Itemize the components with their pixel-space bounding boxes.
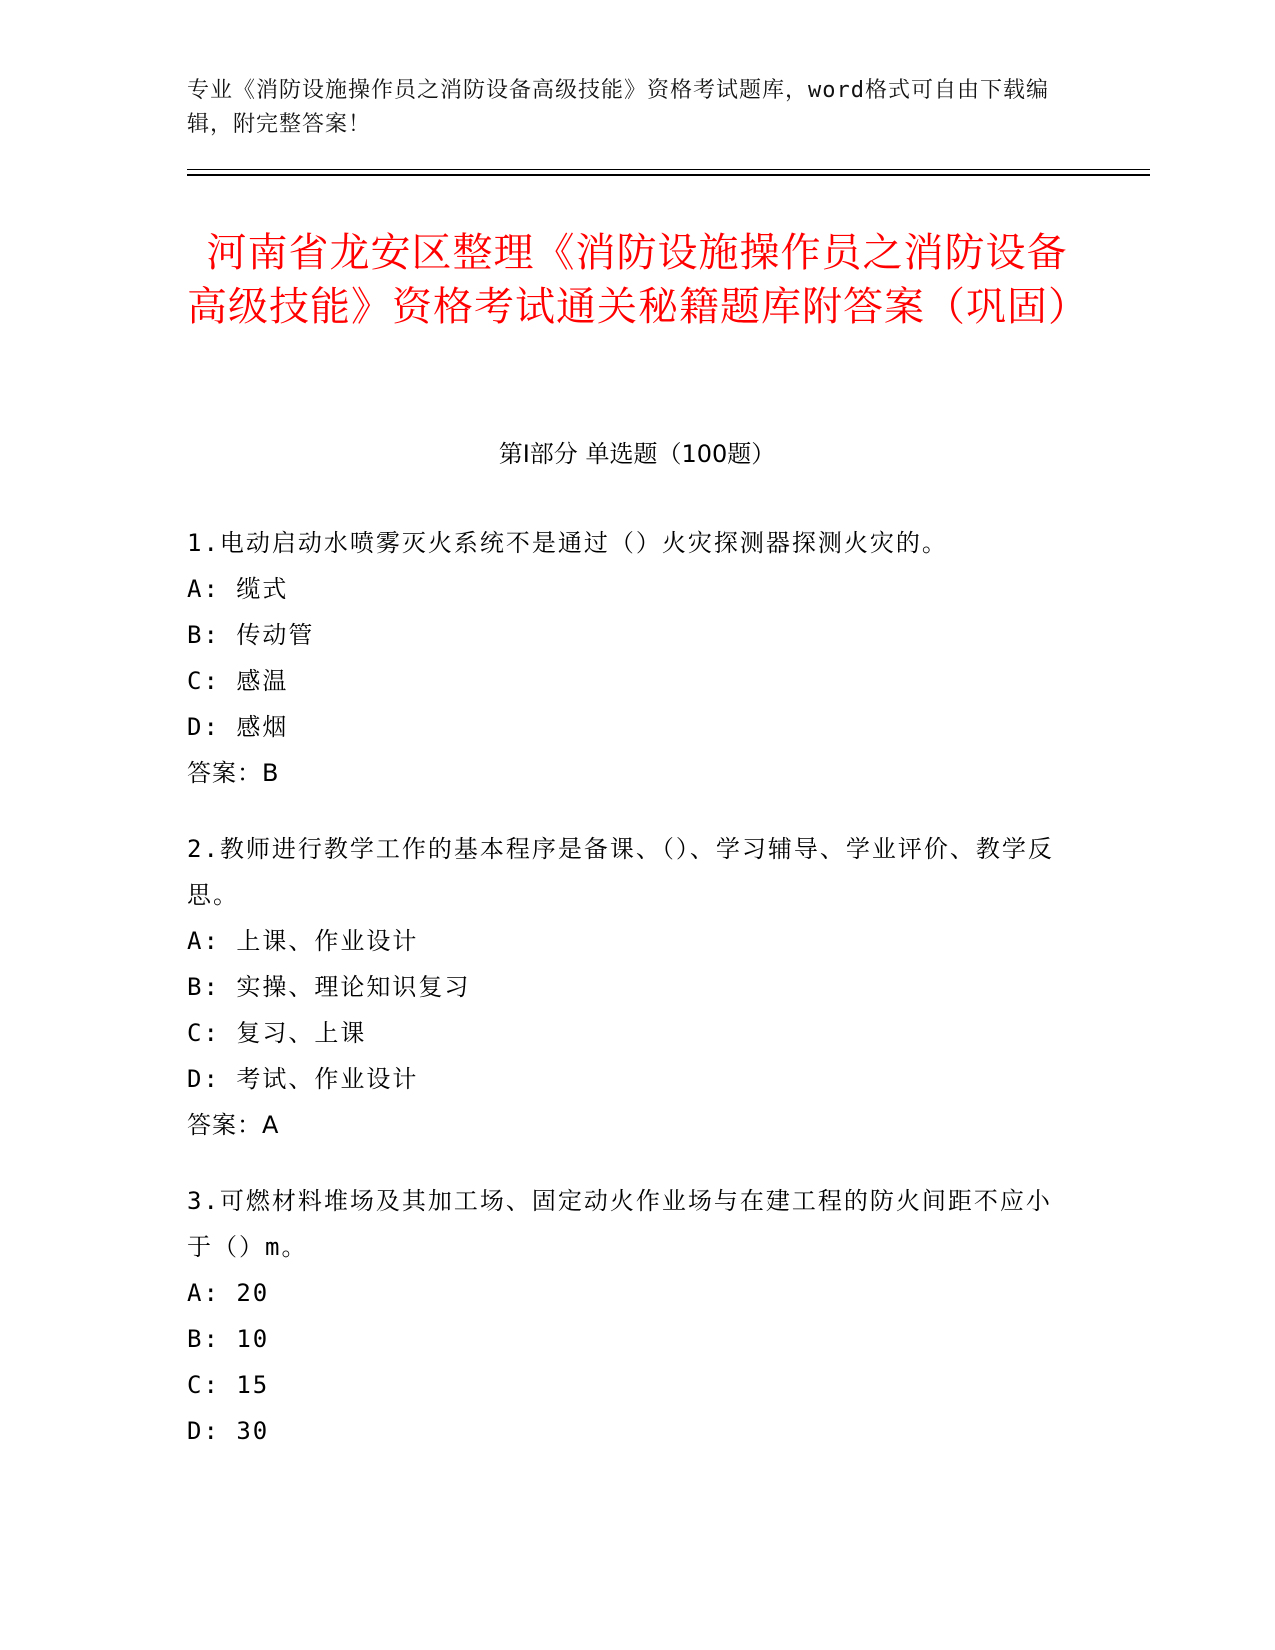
option-d: D: 考试、作业设计 — [187, 1065, 419, 1093]
option-c: C: 感温 — [187, 667, 289, 695]
question-2 — [187, 826, 1067, 1148]
header-note: 专业《消防设施操作员之消防设备高级技能》资格考试题库，word格式可自由下载编辑，附完整答案！ — [187, 78, 1049, 137]
answer-line: 答案：B — [187, 759, 280, 787]
option-c: C: 复习、上课 — [187, 1019, 367, 1047]
option-a: A: 上课、作业设计 — [187, 927, 419, 955]
option-b: B: 10 — [187, 1325, 270, 1353]
option-c: C: 15 — [187, 1371, 270, 1399]
question-3 — [187, 1178, 1067, 1454]
header-rule-thick — [187, 174, 1150, 176]
question-stem: 1.电动启动水喷雾灭火系统不是通过（）火灾探测器探测火灾的。 — [187, 529, 948, 557]
option-d: D: 30 — [187, 1417, 270, 1445]
question-list — [187, 520, 1067, 1484]
section-heading: 第Ⅰ部分 单选题（100题） — [498, 440, 776, 468]
option-b: B: 实操、理论知识复习 — [187, 973, 471, 1001]
document-title: 河南省龙安区整理《消防设施操作员之消防设备高级技能》资格考试通关秘籍题库附答案（巩固） — [187, 230, 1089, 330]
answer-line: 答案：A — [187, 1111, 280, 1139]
question-stem: 2.教师进行教学工作的基本程序是备课、（）、学习辅导、学业评价、教学反思。 — [187, 835, 1054, 909]
option-b: B: 传动管 — [187, 621, 315, 649]
question-stem: 3.可燃材料堆场及其加工场、固定动火作业场与在建工程的防火间距不应小于（）m。 — [187, 1187, 1052, 1261]
question-1 — [187, 520, 1067, 796]
option-d: D: 感烟 — [187, 713, 289, 741]
option-a: A: 20 — [187, 1279, 270, 1307]
header-rule-thin — [187, 169, 1150, 170]
option-a: A: 缆式 — [187, 575, 289, 603]
